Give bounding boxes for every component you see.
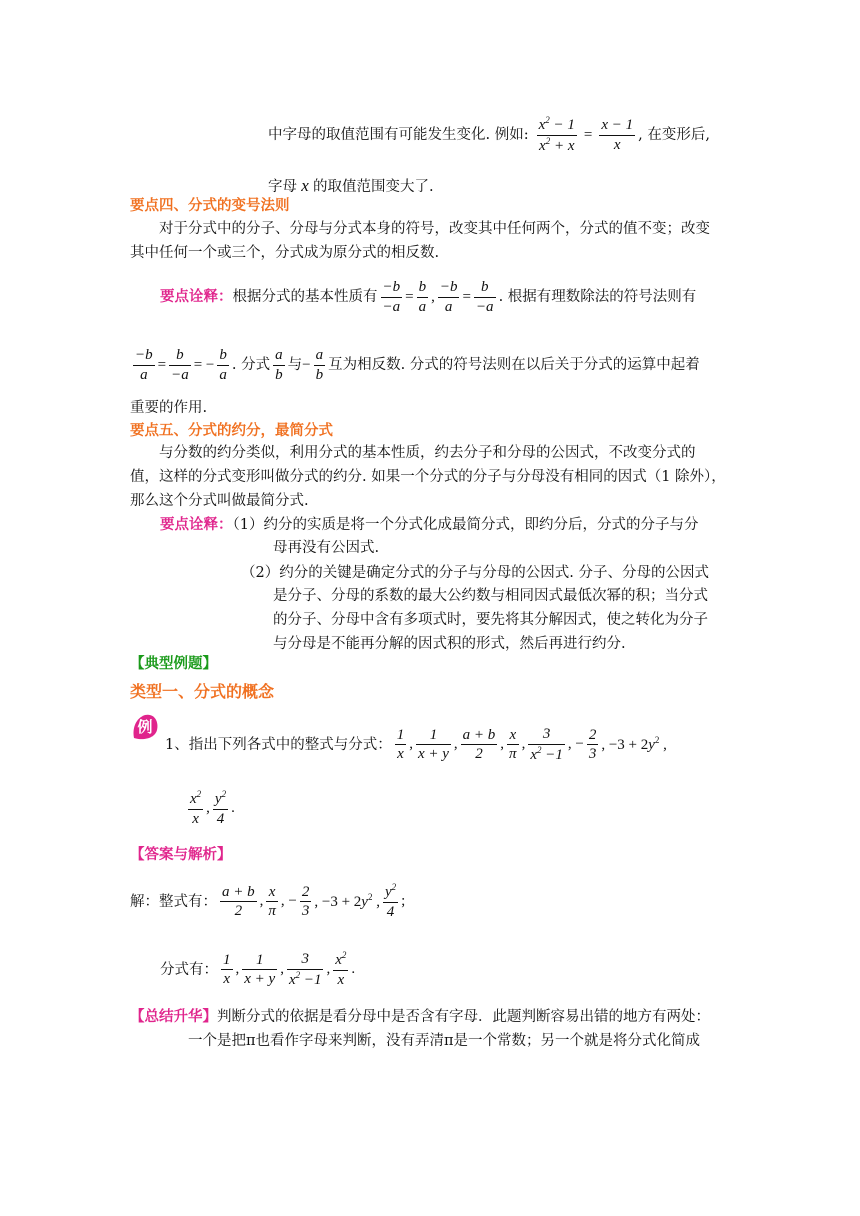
- paragraph-line: 对于分式中的分子、分母与分式本身的符号，改变其中任何两个，分式的值不变；改变: [159, 221, 710, 237]
- solution-fractions: 分式有： 1 x , 1 x + y , 3 $x^2 -1$ , $x^2$ x .: [160, 950, 356, 988]
- text: , 在变形后,: [638, 127, 710, 143]
- fraction-xm1-over-x: x − 1 x: [601, 117, 634, 153]
- equals-sign: =: [583, 126, 593, 143]
- paragraph-line: 值，这样的分式变形叫做分式的约分. 如果一个分式的分子与分母没有相同的因式（1 除外），: [130, 469, 726, 485]
- text: 中字母的取值范围有可能发生变化. 例如:: [268, 127, 529, 143]
- summary-line: [130, 1010, 710, 1025]
- text: 分式有：: [160, 961, 218, 978]
- example-badge-icon: [130, 712, 160, 742]
- paragraph-line: 与分数的约分类似，利用分式的基本性质，约去分子和分母的公因式，不改变分式的: [159, 445, 696, 461]
- text: 的取值范围变大了.: [313, 179, 434, 195]
- text: （1）约分的实质是将一个分式化成最简分式，即约分后，分式的分子与分: [232, 517, 699, 533]
- section-answer: 【答案与解析】: [130, 847, 232, 863]
- paragraph-line: 一个是把π也看作字母来判断，没有弄清π是一个常数；另一个就是将分式化简成: [188, 1033, 701, 1049]
- fraction-a-over-b: a b: [275, 347, 283, 383]
- fraction-x2m1-over-x2px: $x^2 - 1$ $x^2 + x$: [538, 115, 575, 154]
- line-x-range: [268, 177, 434, 195]
- key-point-prefix: 要点诠释：: [160, 517, 233, 533]
- text: . 根据有理数除法的符号法则有: [498, 289, 697, 305]
- solution-polynomials: 解：整式有： a + b 2 , x π , − 2 3 , $-3 + 2y^2$ , $y^2$ 4 ;: [130, 882, 406, 920]
- paragraph-line: 那么这个分式叫做最简分式.: [130, 493, 309, 509]
- var-x: x: [297, 176, 314, 195]
- text: 判断分式的依据是看分母中是否含有字母．此题判断容易出错的地方有两处：: [217, 1009, 710, 1025]
- fraction-b-over-a: b a: [418, 279, 427, 315]
- text: . 分式: [231, 357, 271, 373]
- text: 根据分式的基本性质有: [232, 289, 378, 305]
- paragraph-line: 母再没有公因式.: [273, 540, 380, 556]
- paragraph-line: 是分子、分母的系数的最大公约数与相同因式最低次幂的积；当分式: [273, 588, 708, 604]
- heading-point-four: 要点四、分式的变号法则: [130, 198, 290, 214]
- text: 1、指出下列各式中的整式与分式：: [165, 736, 392, 753]
- fraction-a-over-b: a b: [315, 347, 324, 383]
- line-example-intro: [268, 115, 710, 156]
- fraction-b-over-a: b a: [219, 347, 227, 383]
- fraction-b-over-neg-a: b −a: [475, 279, 494, 315]
- paragraph-line: 的分子、分母中含有多项式时，要先将其分解因式，使之转化为分子: [273, 612, 708, 628]
- fraction-neg-b-over-neg-a: −b −a: [382, 279, 401, 315]
- heading-point-five: 要点五、分式的约分，最简分式: [130, 423, 333, 439]
- paragraph-line: （2）约分的关键是确定分式的分子与分母的公因式. 分子、分母的公因式: [241, 565, 709, 581]
- fraction-neg-b-over-a: −b a: [135, 347, 153, 383]
- badge-label: 例: [137, 718, 153, 736]
- text: 字母: [268, 179, 297, 195]
- key-point-prefix: 要点诠释：: [160, 289, 233, 305]
- key-point-five: [160, 518, 698, 533]
- text: 与: [287, 357, 303, 373]
- text: 解：整式有：: [130, 893, 217, 910]
- paragraph-line: 重要的作用.: [130, 400, 208, 416]
- fraction-neg-b-over-a: −b a: [439, 279, 458, 315]
- key-point-four: 要点诠释： 根据分式的基本性质有 −b −a = b a , −b a = b −a . 根据有理数除法的符号法则有: [160, 279, 697, 315]
- section-type-one: 类型一、分式的概念: [130, 682, 275, 701]
- question-one: 1、指出下列各式中的整式与分式： 1 x , 1 x + y , a + b 2 , x π , 3 $x^2 -1$ , − 2 3 , $-3 + 2y^2$ ,: [165, 726, 667, 763]
- paragraph-line: 与分母是不能再分解的因式积的形式，然后再进行约分.: [273, 636, 626, 652]
- fraction-b-over-neg-a: b −a: [171, 347, 189, 383]
- sign-rule-line: −b a = b −a = − b a . 分式 a b 与 − a b 互为相反数. 分式的符号法则在以后关于分式的运算中起着: [135, 347, 700, 383]
- section-typical-examples: 【典型例题】: [130, 656, 217, 672]
- text: 互为相反数. 分式的符号法则在以后关于分式的运算中起着: [328, 357, 700, 373]
- paragraph-line: 其中任何一个或三个，分式成为原分式的相反数.: [130, 245, 440, 261]
- section-summary: 【总结升华】: [130, 1009, 217, 1025]
- question-one-cont: $x^2$ x , $y^2$ 4 .: [190, 789, 235, 827]
